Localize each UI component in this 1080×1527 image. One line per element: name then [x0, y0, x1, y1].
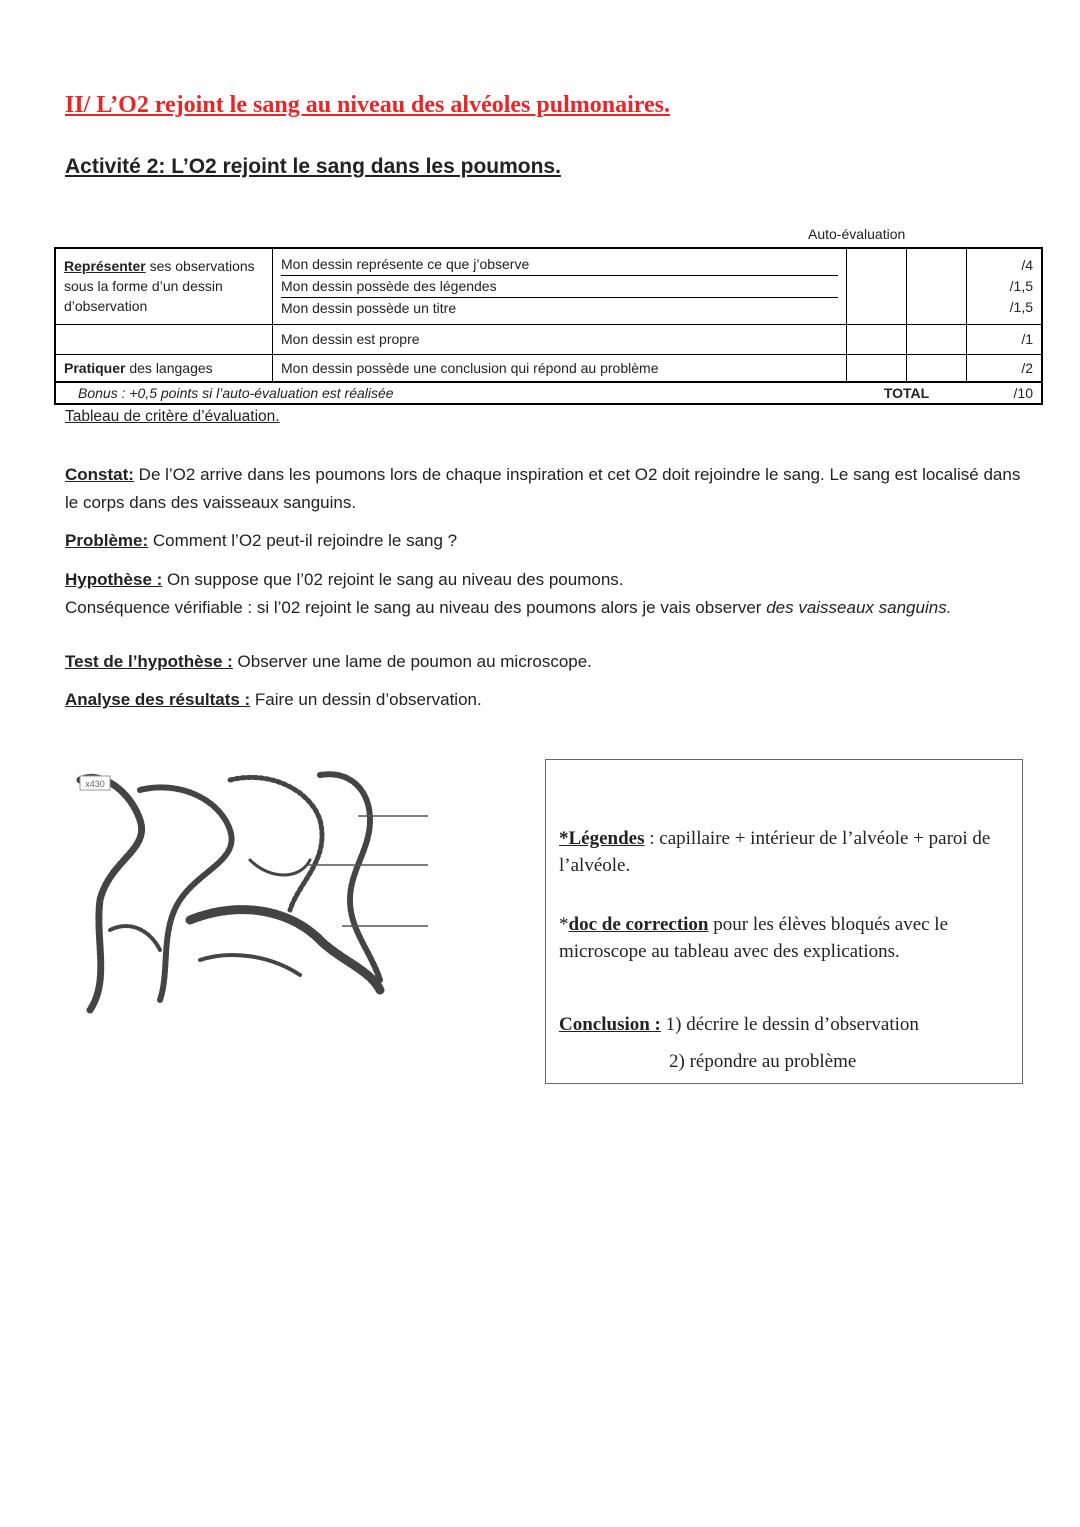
- test-paragraph: Test de l’hypothèse : Observer une lame de poumon au microscope.: [65, 652, 592, 671]
- table-caption: Tableau de critère d’évaluation.: [65, 408, 280, 425]
- criterion-text: Mon dessin possède des légendes: [281, 275, 838, 297]
- activity-title: Activité 2: L’O2 rejoint le sang dans les poumons.: [65, 155, 561, 178]
- criterion-text: Mon dessin est propre: [273, 324, 847, 354]
- section-title: II/ L’O2 rejoint le sang au niveau des alvéoles pulmonaires.: [65, 92, 670, 118]
- total-score: /10: [967, 382, 1043, 404]
- self-eval-box[interactable]: [847, 324, 907, 354]
- conclusion-note-2: 2) répondre au problème: [669, 1051, 857, 1072]
- criterion-group-practice: Pratiquer des langages: [55, 354, 273, 382]
- constat-paragraph: Constat: De l’O2 arrive dans les poumons lors de chaque inspiration et cet O2 doit rejoindre le sang. Le sang est localisé dans le corps dans des vaisseaux sanguins.: [65, 465, 1021, 512]
- criteria-list-1: [273, 248, 847, 324]
- score-cell: /1: [967, 324, 1043, 354]
- probleme-paragraph: Problème: Comment l’O2 peut-il rejoindre le sang ?: [65, 531, 458, 550]
- self-eval-box[interactable]: [847, 354, 907, 382]
- doc-note: *doc de correction pour les élèves bloqués avec le microscope au tableau avec des explications.: [559, 914, 949, 962]
- lung-micrograph: [70, 760, 440, 1020]
- self-eval-box[interactable]: [847, 248, 907, 324]
- hypothese-paragraph: Hypothèse : On suppose que l’02 rejoint le sang au niveau des poumons.: [65, 570, 624, 589]
- teacher-eval-box[interactable]: [907, 354, 967, 382]
- score-cell: /2: [967, 354, 1043, 382]
- conclusion-note: Conclusion : 1) décrire le dessin d’observation: [559, 1014, 919, 1035]
- criterion-text: Mon dessin représente ce que j’observe: [281, 255, 530, 272]
- teacher-eval-box[interactable]: [907, 324, 967, 354]
- total-label: TOTAL: [847, 382, 967, 404]
- teacher-eval-box[interactable]: [907, 248, 967, 324]
- instructions-box: [545, 759, 1023, 1084]
- consequence-paragraph: Conséquence vérifiable : si l’02 rejoint le sang au niveau des poumons alors je vais observer des vaisseaux sanguins.: [65, 598, 952, 617]
- criterion-text: Mon dessin possède une conclusion qui répond au problème: [273, 354, 847, 382]
- bonus-note: Bonus : +0,5 points si l’auto-évaluation est réalisée: [55, 382, 847, 404]
- criterion-group-represent: Représenter ses observations sous la forme d’un dessin d’observation: [55, 248, 273, 324]
- magnification-label: x430: [85, 779, 105, 789]
- legendes-note: *Légendes : capillaire + intérieur de l’alvéole + paroi de l’alvéole.: [559, 828, 991, 876]
- analyse-paragraph: Analyse des résultats : Faire un dessin d’observation.: [65, 690, 482, 709]
- criterion-text: Mon dessin possède un titre: [281, 297, 838, 319]
- score-cell: /4 /1,5 /1,5: [967, 248, 1043, 324]
- evaluation-table: [54, 247, 1043, 405]
- self-eval-header: Auto-évaluation: [808, 226, 906, 242]
